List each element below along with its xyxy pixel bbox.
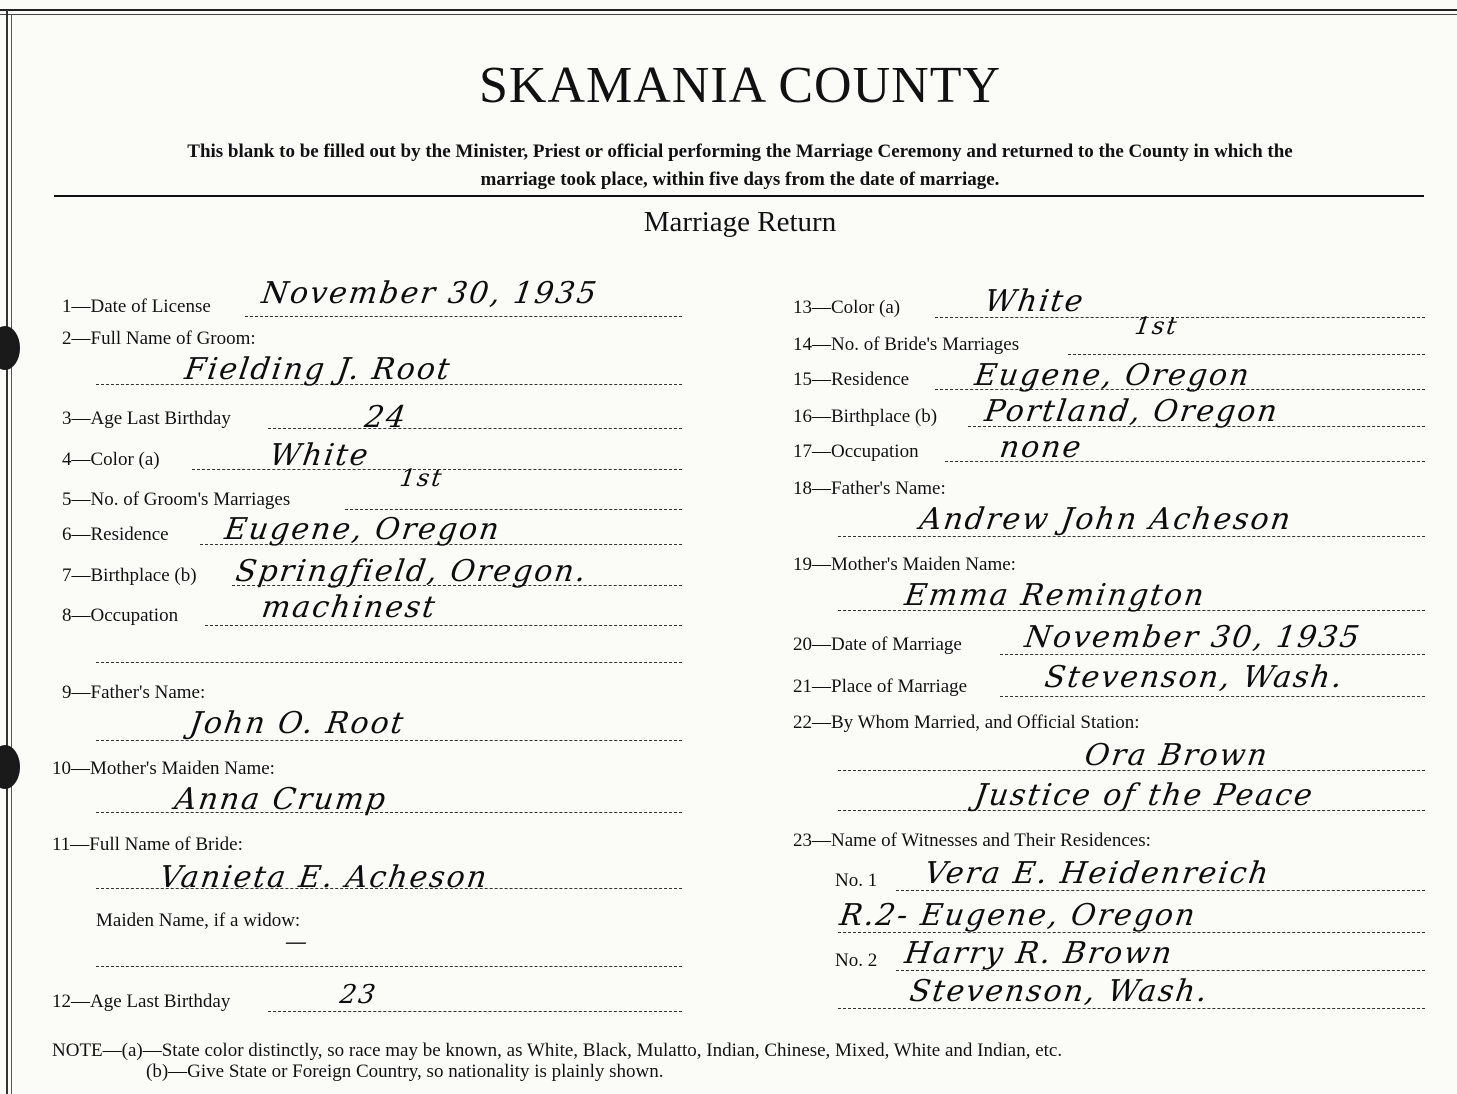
witnesses-label: 23—Name of Witnesses and Their Residences: <box>793 830 1151 851</box>
groom-marriages-value: 1st <box>398 464 446 492</box>
bride-father-label: 18—Father's Name: <box>793 478 946 499</box>
bride-maiden-value: — <box>283 930 311 955</box>
date-of-license-value: November 30, 1935 <box>259 276 601 311</box>
officiant-name: Ora Brown <box>1082 738 1272 773</box>
field-line <box>268 428 682 429</box>
binder-hole <box>0 326 20 370</box>
field-line <box>345 509 682 510</box>
field-line <box>96 662 682 663</box>
bride-father-value: Andrew John Acheson <box>917 502 1295 537</box>
form-subtitle: Marriage Return <box>643 206 837 238</box>
marriage-date-label: 20—Date of Marriage <box>793 634 962 655</box>
groom-name-label: 2—Full Name of Groom: <box>62 328 256 349</box>
witness2-number: No. 2 <box>835 950 878 971</box>
bride-mother-label: 19—Mother's Maiden Name: <box>793 554 1016 575</box>
bride-color-value: White <box>982 284 1088 319</box>
groom-birthplace-value: Springfield, Oregon. <box>233 554 590 589</box>
field-line <box>1000 696 1425 697</box>
note-b: (b)—Give State or Foreign Country, so nationality is plainly shown. <box>146 1061 664 1082</box>
bride-color-label: 13—Color (a) <box>793 297 901 318</box>
witness2-name: Harry R. Brown <box>902 936 1176 971</box>
field-line <box>96 966 682 967</box>
groom-occupation-value: machinest <box>259 590 440 625</box>
groom-marriages-label: 5—No. of Groom's Marriages <box>62 489 291 510</box>
bride-occupation-value: none <box>997 430 1085 465</box>
marriage-place-label: 21—Place of Marriage <box>793 676 968 697</box>
bride-age-label: 12—Age Last Birthday <box>52 991 231 1012</box>
groom-father-label: 9—Father's Name: <box>62 682 206 703</box>
bride-marriages-value: 1st <box>1133 312 1181 340</box>
left-border-inner <box>11 14 12 1094</box>
groom-birthplace-label: 7—Birthplace (b) <box>62 565 197 586</box>
instructions: This blank to be filled out by the Minister, Priest or official performing the Marriage Ceremony and returned to the County in which the marriage took place, within five days from the date of marriage. <box>187 141 1293 190</box>
binder-hole <box>0 745 20 789</box>
marriage-place-value: Stevenson, Wash. <box>1042 660 1347 695</box>
bride-birthplace-value: Portland, Oregon <box>982 394 1282 429</box>
groom-father-value: John O. Root <box>187 706 408 741</box>
bride-name-label: 11—Full Name of Bride: <box>52 834 243 855</box>
groom-residence-label: 6—Residence <box>62 524 169 545</box>
field-line <box>205 625 682 626</box>
groom-age-label: 3—Age Last Birthday <box>62 408 231 429</box>
field-line <box>268 1011 682 1012</box>
bride-occupation-label: 17—Occupation <box>793 441 919 462</box>
witness1-number: No. 1 <box>835 870 878 891</box>
bride-mother-value: Emma Remington <box>902 578 1209 613</box>
left-border <box>6 10 8 1094</box>
date-of-license-label: 1—Date of License <box>62 296 211 317</box>
bride-marriages-label: 14—No. of Bride's Marriages <box>793 334 1020 355</box>
field-line <box>1068 354 1425 355</box>
groom-age-value: 24 <box>362 400 410 435</box>
field-line <box>245 316 682 317</box>
groom-mother-value: Anna Crump <box>172 782 390 817</box>
groom-occupation-label: 8—Occupation <box>62 605 179 626</box>
header-rule <box>54 195 1424 197</box>
note-a: NOTE—(a)—State color distinctly, so race may be known, as White, Black, Mulatto, Indian, Chinese, Mixed, White and Indian, etc. <box>52 1040 1063 1061</box>
bride-birthplace-label: 16—Birthplace (b) <box>793 406 938 427</box>
groom-name-value: Fielding J. Root <box>182 352 454 387</box>
bride-maiden-label: Maiden Name, if a widow: <box>96 910 301 931</box>
groom-residence-value: Eugene, Oregon <box>222 512 504 547</box>
county-title: SKAMANIA COUNTY <box>478 57 1002 114</box>
marriage-date-value: November 30, 1935 <box>1022 620 1364 655</box>
bride-name-value: Vanieta E. Acheson <box>157 860 491 895</box>
bride-residence-value: Eugene, Oregon <box>972 358 1254 393</box>
groom-mother-label: 10—Mother's Maiden Name: <box>52 758 275 779</box>
bride-residence-label: 15—Residence <box>793 369 910 390</box>
witness1-name: Vera E. Heidenreich <box>922 856 1273 891</box>
bride-age-value: 23 <box>337 980 380 1010</box>
groom-color-value: White <box>267 438 373 473</box>
officiant-label: 22—By Whom Married, and Official Station: <box>793 712 1140 733</box>
witness1-residence: R.2- Eugene, Oregon <box>837 898 1199 933</box>
officiant-station: Justice of the Peace <box>972 778 1317 813</box>
groom-color-label: 4—Color (a) <box>62 449 160 470</box>
top-border <box>0 0 1457 22</box>
witness2-residence: Stevenson, Wash. <box>907 974 1212 1009</box>
